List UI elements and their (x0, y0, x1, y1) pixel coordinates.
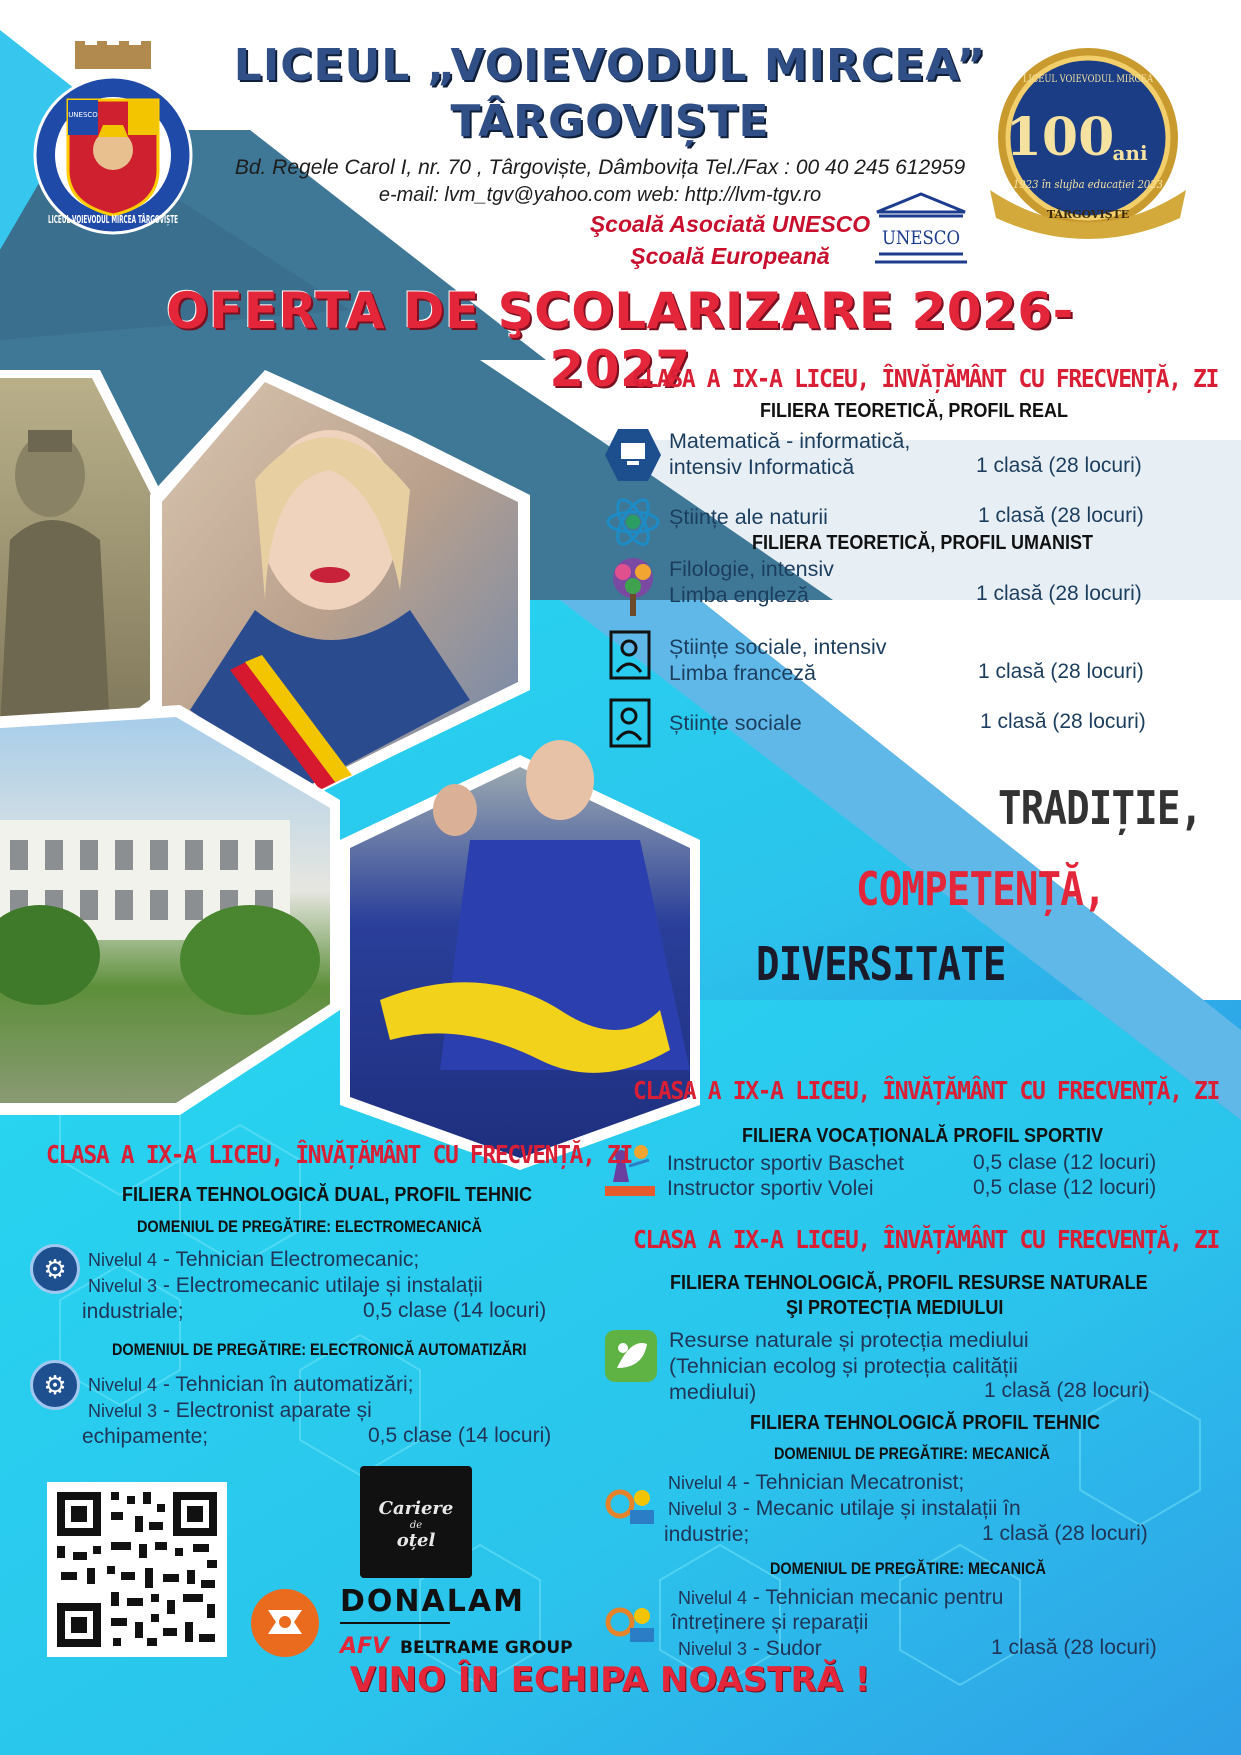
level3-label-2: Nivelul 3 (678, 1639, 748, 1659)
mechanic-seats: 1 clasă (28 locuri) (982, 1522, 1148, 1545)
electromechanic-title: - Tehnician Electromecanic; (157, 1248, 420, 1271)
electromechanic-line3: industriale; (82, 1300, 184, 1323)
cariere-de-otel-logo (360, 1466, 472, 1578)
level4-label-2: Nivelul 4 (678, 1588, 748, 1608)
statue-photo (0, 370, 165, 750)
filiera-tehnic: FILIERA TEHNOLOGICĂ PROFIL TEHNIC (750, 1412, 1101, 1434)
filiera-dual: FILIERA TEHNOLOGICĂ DUAL, PROFIL TEHNIC (122, 1184, 532, 1206)
otel-text: oțel (396, 1530, 436, 1551)
school-crest (28, 45, 198, 235)
program-basketball-seats: 0,5 clase (12 locuri) (973, 1151, 1157, 1174)
badge-number: 100 (1005, 107, 1115, 168)
donalam-logo-text: DONALAM (340, 1584, 525, 1619)
slogan-diversity: DIVERSITATE (756, 937, 1006, 991)
filiera-natural-resources-line2: ŞI PROTECȚIA MEDIULUI (786, 1297, 1004, 1319)
tree-icon (605, 556, 661, 618)
book-person-icon-2 (607, 696, 657, 750)
book-person-icon (607, 628, 657, 682)
filiera-vocational: FILIERA VOCAȚIONALĂ PROFIL SPORTIV (742, 1125, 1104, 1147)
offer-title: OFERTA DE ŞCOLARIZARE 2026-2027 (166, 282, 1074, 398)
school-city: TÂRGOVIȘTE (450, 96, 770, 147)
unesco-logo (875, 192, 967, 266)
unesco-associated-school: Şcoală Asociată UNESCO (589, 211, 871, 237)
badge-top-text: LICEUL VOIEVODUL MIRCEA (1023, 74, 1154, 85)
mechatronics-title: - Tehnician Mecatronist; (737, 1471, 965, 1494)
level4-label-3: Nivelul 4 (88, 1250, 158, 1270)
students-workshop-photo (340, 740, 700, 1170)
school-address: Bd. Regele Carol I, nr. 70 , Târgoviște, Dâmbovița Tel./Fax : 00 40 245 612959 (234, 156, 966, 179)
badge-years: 1923 în slujba educației 2023 (1013, 178, 1164, 191)
level3-label-3: Nivelul 3 (88, 1276, 158, 1296)
computer-icon (603, 427, 663, 483)
mechatronics-level4 (668, 1470, 964, 1496)
school-contact: e-mail: lvm_tgv@yahoo.com web: http://lvm-tgv.ro (378, 184, 822, 206)
electronist-seats: 0,5 clase (14 locuri) (368, 1424, 552, 1447)
slogan-competence: COMPETENȚĂ, (856, 862, 1106, 916)
mechatronics-icon (600, 1480, 660, 1528)
electronist-line3: echipamente; (82, 1425, 209, 1448)
badge-bottom-text: TÂRGOVIȘTE (1046, 208, 1130, 221)
domain-mechanics-2: DOMENIUL DE PREGĂTIRE: MECANICĂ (770, 1559, 1046, 1578)
electromechanic-level3 (88, 1273, 483, 1299)
program-social-french-seats: 1 clasă (28 locuri) (978, 660, 1144, 683)
program-natural-sciences-seats: 1 clasă (28 locuri) (978, 504, 1144, 527)
program-environment-line2: (Tehnician ecolog și protecția calității (669, 1354, 1018, 1378)
centenary-badge (980, 40, 1200, 240)
slogan-tradition: TRADIȚIE, (998, 781, 1203, 835)
welder-level3 (678, 1636, 822, 1662)
level4-label: Nivelul 4 (668, 1473, 738, 1493)
section-sport-heading: CLASA A IX-A LICEU, ÎNVĂȚĂMÂNT CU FRECVENȚĂ, ZI (633, 1076, 1219, 1105)
electromechanic-seats: 0,5 clase (14 locuri) (363, 1299, 547, 1322)
cariere-de-text: de (409, 1520, 423, 1531)
mechanic-title: - Mecanic utilaje și instalații în (737, 1497, 1021, 1520)
section-top-heading: CLASA A IX-A LICEU, ÎNVĂȚĂMÂNT CU FRECVENȚĂ, ZI (632, 364, 1218, 393)
program-philology-line1: Filologie, intensiv (669, 557, 834, 581)
afv-logo-text: AFV (340, 1634, 390, 1659)
donalam-divider (340, 1622, 450, 1624)
program-environment-line1: Resurse naturale și protecția mediului (669, 1328, 1029, 1352)
program-philology-line2: Limba engleză (669, 583, 809, 607)
electronist-title: - Electronist aparate și (157, 1399, 372, 1422)
maintenance-line2: întreținere și reparații (671, 1611, 869, 1634)
atom-icon (605, 494, 661, 550)
maintenance-title: - Tehnician mecanic pentru (747, 1586, 1004, 1609)
program-math-info-seats: 1 clasă (28 locuri) (976, 454, 1142, 477)
welder-title: - Sudor (747, 1637, 822, 1660)
program-social-sciences-seats: 1 clasă (28 locuri) (980, 710, 1146, 733)
automation-level4 (88, 1372, 413, 1398)
beltrame-group-text: BELTRAME GROUP (400, 1638, 573, 1658)
electronist-level3 (88, 1398, 372, 1424)
footer-slogan: VINO ÎN ECHIPA NOASTRĂ ! (349, 1660, 871, 1700)
program-math-info-line2: intensiv Informatică (669, 455, 855, 479)
gears-icon-2: ⚙ (30, 1360, 80, 1410)
filiera-umanist: FILIERA TEORETICĂ, PROFIL UMANIST (752, 532, 1094, 554)
photo-collage (0, 370, 700, 1120)
gears-icon: ⚙ (30, 1244, 80, 1294)
program-social-sciences: Științe sociale (669, 711, 802, 735)
environment-icon (603, 1328, 659, 1384)
filiera-real: FILIERA TEORETICĂ, PROFIL REAL (760, 400, 1069, 422)
program-basketball: Instructor sportiv Baschet (667, 1152, 904, 1175)
electromechanic-level4 (88, 1247, 419, 1273)
badge-unit: ani (1112, 141, 1148, 165)
level3-label: Nivelul 3 (668, 1499, 738, 1519)
domain-automation: DOMENIUL DE PREGĂTIRE: ELECTRONICĂ AUTOMATIZĂRI (112, 1340, 527, 1359)
program-natural-sciences: Științe ale naturii (669, 505, 828, 529)
program-social-french-line2: Limba franceză (669, 661, 816, 685)
section-natural-heading: CLASA A IX-A LICEU, ÎNVĂȚĂMÂNT CU FRECVENȚĂ, ZI (633, 1225, 1219, 1254)
qr-code[interactable] (47, 1482, 227, 1657)
program-environment-seats: 1 clasă (28 locuri) (984, 1379, 1150, 1402)
level3-label-4: Nivelul 3 (88, 1401, 158, 1421)
filiera-natural-resources-line1: FILIERA TEHNOLOGICĂ, PROFIL RESURSE NATURALE (670, 1272, 1148, 1294)
donalam-icon (250, 1588, 320, 1658)
level4-label-4: Nivelul 4 (88, 1375, 158, 1395)
program-math-info-line1: Matematică - informatică, (669, 429, 911, 453)
domain-electromechanics: DOMENIUL DE PREGĂTIRE: ELECTROMECANICĂ (137, 1217, 482, 1236)
automation-title: - Tehnician în automatizări; (157, 1373, 414, 1396)
electromechanic-utilaje: - Electromecanic utilaje și instalații (157, 1274, 483, 1297)
cariere-text: Cariere (378, 1498, 454, 1519)
program-philology-seats: 1 clasă (28 locuri) (976, 582, 1142, 605)
program-volleyball: Instructor sportiv Volei (667, 1177, 874, 1200)
maintenance-level4 (678, 1585, 1003, 1611)
school-name: LICEUL „VOIEVODUL MIRCEA” (233, 40, 987, 91)
mechanic-line3: industrie; (664, 1523, 750, 1546)
domain-mechanics-1: DOMENIUL DE PREGĂTIRE: MECANICĂ (774, 1444, 1050, 1463)
maintenance-icon (600, 1598, 660, 1646)
unesco-logo-text: UNESCO (882, 227, 960, 249)
mechanic-level3 (668, 1496, 1021, 1522)
program-social-french-line1: Științe sociale, intensiv (669, 635, 887, 659)
program-volleyball-seats: 0,5 clase (12 locuri) (973, 1176, 1157, 1199)
program-environment-line3: mediului) (669, 1380, 757, 1404)
crest-unesco-label: UNESCO (68, 111, 98, 119)
section-dual-heading: CLASA A IX-A LICEU, ÎNVĂȚĂMÂNT CU FRECVENȚĂ, ZI (46, 1140, 632, 1169)
welder-seats: 1 clasă (28 locuri) (991, 1636, 1157, 1659)
european-school: Şcoală Europeană (630, 243, 830, 269)
crest-banner: LICEUL VOIEVODUL MIRCEA TÂRGOVIȘTE (48, 213, 178, 226)
